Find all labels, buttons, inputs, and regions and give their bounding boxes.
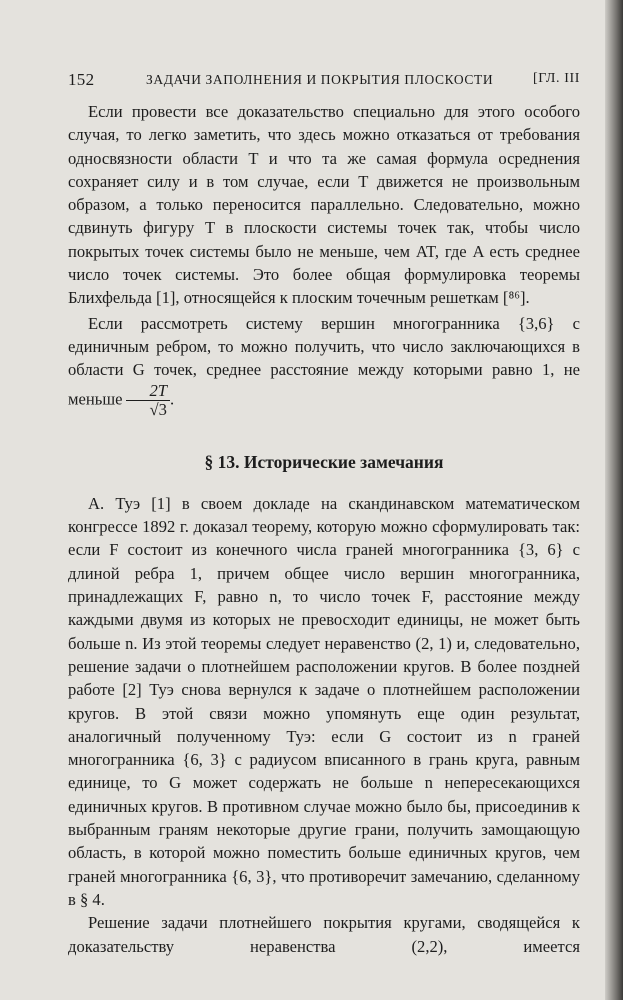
- page-edge-shadow: [605, 0, 623, 1000]
- chapter-label: [ГЛ. III: [533, 71, 580, 86]
- paragraph-2: [68, 312, 580, 419]
- paragraph-2-text: Если рассмотреть систему вершин многогранника {3,6} с единичным ребром, то можно получить, что число заключающихся в области G точек, среднее расстояние между которыми равно 1, не меньше: [68, 313, 580, 408]
- page-body: [68, 100, 580, 958]
- running-header: [68, 70, 580, 92]
- paragraph-4: Решение задачи плотнейшего покрытия кругами, сводящейся к доказательству неравенства (2,2), имеется: [68, 913, 580, 956]
- section-heading: § 13. Исторические замечания: [204, 451, 444, 472]
- paragraph-3: А. Туэ [1] в своем докладе на скандинавском математическом конгрессе 1892 г. доказал теорему, которую можно сформулировать так: если F состоит из конечного числа граней многогранника {3, 6} с длиной ребра 1, причем общее число вершин многогранника, принадлежащих F, равно n, то число точек F, расстояние между каждыми двумя из которых не превосходит единицы, не может быть больше n. Из этой теоремы следует неравенство (2, 1) и, следовательно, решение задачи о плотнейшем расположении кругов. В более поздней работе [2] Туэ снова вернулся к задаче о плотнейшем расположении кругов. В этой связи можно упомянуть еще один результат, аналогичный полученному Туэ: если G состоит из n граней многогранника {6, 3} с радиусом вписанного в грань круга, равным единице, то G может содержать не больше n непересекающихся единичных кругов. В противном случае можно было бы, присоединив к выбранным граням некоторые другие грани, получить замощающую область, в которой можно поместить больше единичных кругов, чем граней многогранника {6, 3}, что противоречит замечанию, сделанному в § 4.: [68, 493, 580, 909]
- formula-numerator: 2T: [126, 382, 170, 401]
- paragraph-1: Если провести все доказательство специально для этого особого случая, то легко заметить, что здесь можно отказаться от требования односвязности области T и что та же самая формула осреднения сохраняет силу и в том случае, если T движется не произвольным образом, а только переносится параллельно. Следовательно, можно сдвинуть фигуру T в плоскости системы точек так, чтобы число покрытых точек системы было не меньше, чем AT, где A есть среднее число точек системы. Это более общая формулировка теоремы Блихфельда [1], относящейся к плоским точечным решеткам [⁸⁶].: [68, 102, 580, 308]
- fraction-formula: [126, 382, 170, 419]
- formula-denominator: √3: [149, 399, 167, 419]
- page-number: 152: [68, 70, 95, 89]
- paragraph-2-end: .: [170, 388, 175, 408]
- running-title: ЗАДАЧИ ЗАПОЛНЕНИЯ И ПОКРЫТИЯ ПЛОСКОСТИ: [146, 72, 494, 87]
